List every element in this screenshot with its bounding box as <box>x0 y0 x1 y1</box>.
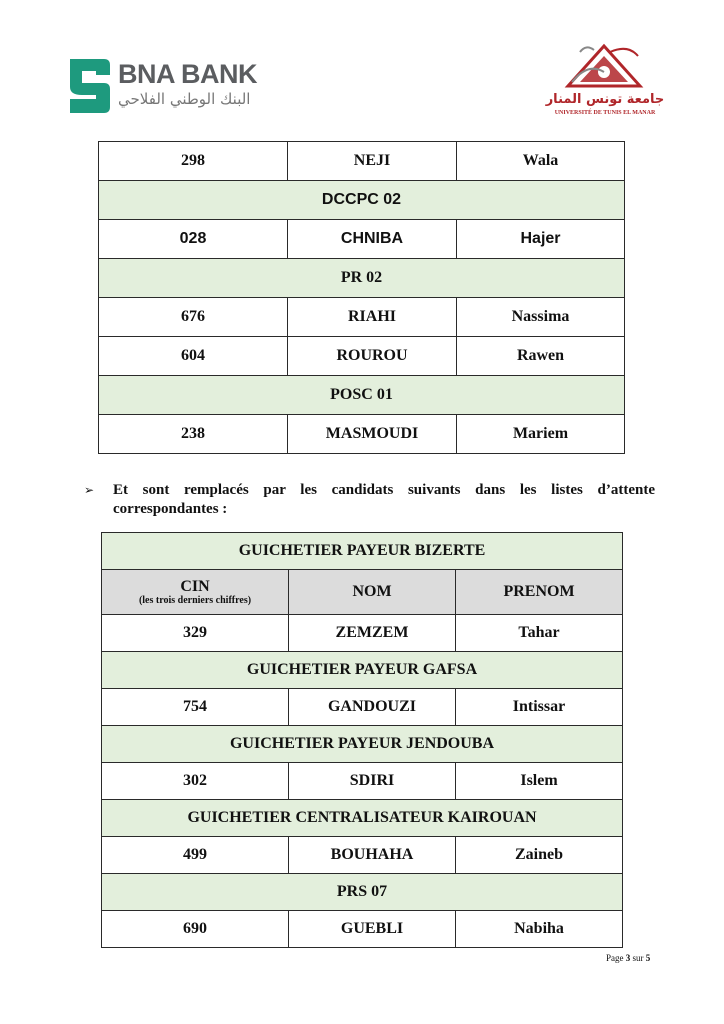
group-header-row <box>99 181 625 220</box>
candidates-table-1 <box>98 141 625 454</box>
prenom-cell: Hajer <box>457 220 625 259</box>
group-header-row <box>102 652 623 689</box>
group-header-row <box>102 874 623 911</box>
prenom-cell: Wala <box>457 142 625 181</box>
nom-cell: BOUHAHA <box>289 837 456 874</box>
prenom-cell: Nabiha <box>456 911 623 948</box>
cin-cell: 028 <box>99 220 288 259</box>
group-label: GUICHETIER CENTRALISATEUR KAIROUAN <box>102 800 623 837</box>
nom-cell: MASMOUDI <box>288 415 457 454</box>
table-row <box>102 911 623 948</box>
bna-logo-icon <box>66 57 112 115</box>
group-label: GUICHETIER PAYEUR JENDOUBA <box>102 726 623 763</box>
cin-cell: 754 <box>102 689 289 726</box>
group-header-row <box>99 259 625 298</box>
page-footer <box>606 953 650 963</box>
university-emblem-icon <box>558 42 650 90</box>
cin-cell: 676 <box>99 298 288 337</box>
nom-cell: CHNIBA <box>288 220 457 259</box>
table-row <box>99 298 625 337</box>
group-label: PRS 07 <box>102 874 623 911</box>
cin-cell: 499 <box>102 837 289 874</box>
column-header-cin-note: (les trois derniers chiffres) <box>138 594 252 606</box>
table-row <box>102 615 623 652</box>
nom-cell: SDIRI <box>289 763 456 800</box>
page-label: Page <box>606 953 624 963</box>
prenom-cell: Tahar <box>456 615 623 652</box>
table-row <box>99 142 625 181</box>
group-label: PR 02 <box>99 259 625 298</box>
university-arabic-name: جامعة تونس المنار <box>545 92 665 107</box>
table-title: GUICHETIER PAYEUR BIZERTE <box>102 533 623 570</box>
page-number: 3 <box>625 953 631 963</box>
table-row <box>102 763 623 800</box>
nom-cell: ZEMZEM <box>289 615 456 652</box>
table-title-row <box>102 533 623 570</box>
university-logo <box>540 42 680 122</box>
column-header-nom: NOM <box>289 570 456 615</box>
page-total: 5 <box>645 953 651 963</box>
nom-cell: GUEBLI <box>289 911 456 948</box>
column-header-cin-label: CIN <box>180 577 210 595</box>
group-header-row <box>102 800 623 837</box>
cin-cell: 604 <box>99 337 288 376</box>
waiting-list-table <box>101 532 623 948</box>
replacement-notice-text: Et sont remplacés par les candidats suivants dans les listes d’attente correspondantes : <box>113 482 655 517</box>
table-row <box>99 337 625 376</box>
bna-brand-text: BNA BANK <box>118 59 257 89</box>
prenom-cell: Mariem <box>457 415 625 454</box>
prenom-cell: Zaineb <box>456 837 623 874</box>
nom-cell: NEJI <box>288 142 457 181</box>
page-header <box>0 0 724 130</box>
university-latin-name: UNIVERSITÉ DE TUNIS EL MANAR <box>554 110 656 116</box>
cin-cell: 298 <box>99 142 288 181</box>
cin-cell: 690 <box>102 911 289 948</box>
prenom-cell: Nassima <box>457 298 625 337</box>
table-row <box>99 220 625 259</box>
bna-bank-logo <box>66 57 256 117</box>
nom-cell: GANDOUZI <box>289 689 456 726</box>
prenom-cell: Intissar <box>456 689 623 726</box>
page-sep: sur <box>632 953 644 963</box>
table-header-row <box>102 570 623 615</box>
group-header-row <box>99 376 625 415</box>
cin-cell: 238 <box>99 415 288 454</box>
arrow-bullet-icon: ➢ <box>84 483 95 497</box>
group-label: DCCPC 02 <box>99 181 625 220</box>
table-row <box>102 689 623 726</box>
group-label: POSC 01 <box>99 376 625 415</box>
table-row <box>102 837 623 874</box>
nom-cell: ROUROU <box>288 337 457 376</box>
column-header-cin <box>102 570 289 615</box>
table-row <box>99 415 625 454</box>
bna-arabic-text: البنك الوطني الفلاحي <box>118 90 251 108</box>
cin-cell: 329 <box>102 615 289 652</box>
group-header-row <box>102 726 623 763</box>
cin-cell: 302 <box>102 763 289 800</box>
group-label: GUICHETIER PAYEUR GAFSA <box>102 652 623 689</box>
nom-cell: RIAHI <box>288 298 457 337</box>
column-header-prenom: PRENOM <box>456 570 623 615</box>
prenom-cell: Rawen <box>457 337 625 376</box>
prenom-cell: Islem <box>456 763 623 800</box>
